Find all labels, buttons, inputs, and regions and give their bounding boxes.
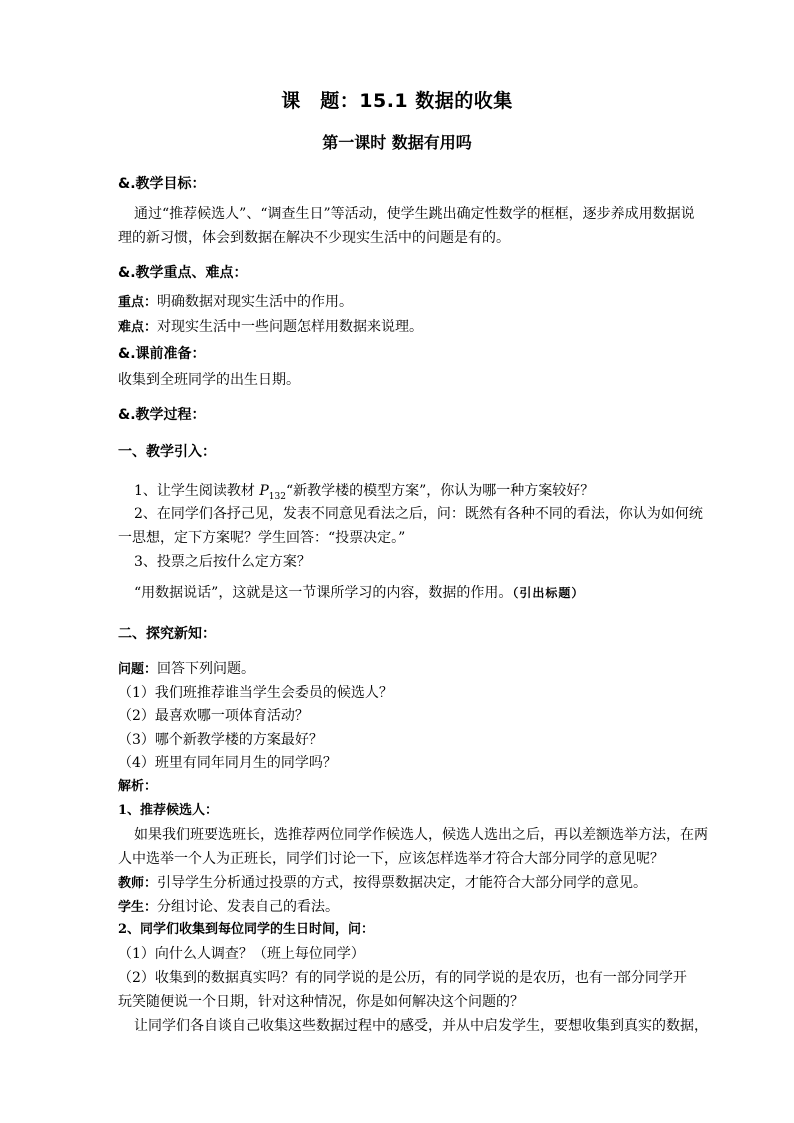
student-line [118,897,698,918]
question-line [118,659,698,680]
difficulty-line [118,317,698,338]
analysis-label: 解析： [118,779,158,794]
question-label: 问题： [118,662,158,677]
teacher-text: 引导学生分析通过投票的方式，按得票数据决定，才能符合大部分同学的意见。 [157,875,648,891]
intro-question-3: 3、投票之后按什么定方案？ [134,554,311,570]
explore-heading: 二、探究新知： [118,626,216,642]
part1-heading: 1、推荐候选人： [118,803,219,818]
focus-label: 重点： [118,295,158,310]
intro-heading: 一、教学引入： [118,444,216,460]
part2-item-2-line-2: 玩笑随便说一个日期，针对这种情况，你是如何解决这个问题的？ [118,994,524,1010]
process-heading: &.教学过程： [118,407,206,423]
part2-heading: 2、同学们收集到每位同学的生日时间，问： [118,922,375,937]
teacher-line [118,873,698,894]
part1-line-1: 如果我们班要选班长，选推荐两位同学作候选人，候选人选出之后，再以差额选举方法，在两 [134,827,708,843]
intro-summary-note: （引出标题） [512,586,585,600]
difficulty-label: 难点： [118,320,158,335]
part2-item-2-line-1: （2）收集到的数据真实吗？有的同学说的是公历，有的同学说的是农历，也有一部分同学开 [118,970,687,986]
key-points-heading: &.教学重点、难点： [118,265,248,281]
difficulty-text: 对现实生活中一些问题怎样用数据来说理。 [157,319,424,335]
teacher-label: 教师： [118,876,158,891]
page-subtitle: 第一课时 数据有用吗 [322,133,472,152]
intro-question-2-line-2: 一思想，定下方案呢？学生回答：“投票决定。” [118,530,406,546]
objectives-line-2: 理的新习惯，体会到数据在解决不少现实生活中的问题是有的。 [118,230,510,246]
intro-q1-before: 1、让学生阅读教材 [134,483,260,499]
question-item-1: （1）我们班推荐谁当学生会委员的候选人？ [118,685,393,701]
focus-line [118,292,698,313]
page-title: 课 题：15.1 数据的收集 [281,90,513,112]
question-item-4: （4）班里有同年同月生的同学吗？ [118,755,337,771]
intro-question-1 [134,481,700,507]
focus-text: 明确数据对现实生活中的作用。 [157,294,354,310]
student-text: 分组讨论、发表自己的看法。 [157,899,340,915]
textbook-page-number: 132 [268,491,286,502]
question-item-2: （2）最喜欢哪一项体育活动？ [118,708,309,724]
question-text: 回答下列问题。 [157,661,256,677]
preparation-text: 收集到全班同学的出生日期。 [118,372,300,388]
question-item-3: （3）哪个新教学楼的方案最好？ [118,732,323,748]
part2-item-1: （1）向什么人调查？（班上每位同学） [118,946,365,962]
textbook-page-ref: P [259,483,269,499]
intro-summary-text: “用数据说话”，这就是这一节课所学习的内容，数据的作用。 [134,585,513,601]
part2-last-line: 让同学们各自谈自己收集这些数据过程中的感受，并从中启发学生，要想收集到真实的数据， [134,1018,708,1034]
intro-q1-after: “新教学楼的模型方案”，你认为哪一种方案较好？ [285,483,595,499]
part1-line-2: 人中选举一个人为正班长，同学们讨论一下，应该怎样选举才符合大部分同学的意见呢？ [118,851,664,867]
intro-summary [134,583,700,603]
preparation-heading: &.课前准备： [118,346,206,362]
student-label: 学生： [118,900,158,915]
objectives-line-1: 通过“推荐候选人”、“调查生日”等活动，使学生跳出确定性数学的框框，逐步养成用数据说 [134,206,695,222]
intro-question-2-line-1: 2、在同学们各抒己见，发表不同意见看法之后，问：既然有各种不同的看法，你认为如何统 [134,506,703,522]
objectives-heading: &.教学目标： [118,176,206,192]
